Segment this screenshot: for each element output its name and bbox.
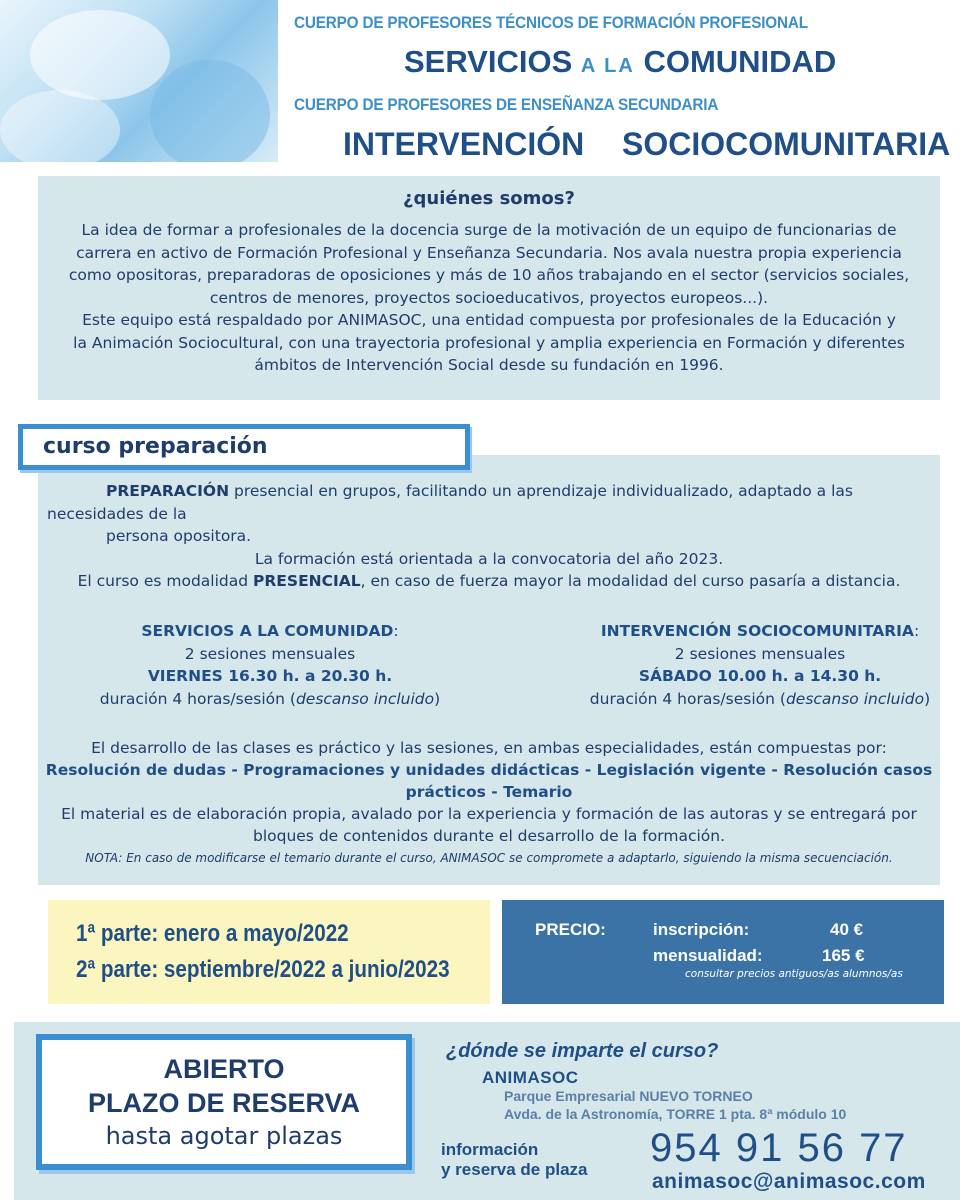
monthly-label: mensualidad: <box>653 946 763 965</box>
header-line-2: CUERPO DE PROFESORES DE ENSEÑANZA SECUNDARIA <box>294 95 719 114</box>
course-note: NOTA: En caso de modificarse el temario durante el curso, ANIMASOC se compromete a adaptarlo, siguiendo la misma secuenciación. <box>85 851 893 865</box>
left-time: VIERNES 16.30 h. a 20.30 h. <box>147 667 393 685</box>
about-text <box>38 219 940 377</box>
course-details <box>38 737 940 869</box>
about-line: centros de menores, proyectos socioeducativos, proyectos europeos...). <box>209 288 769 307</box>
part-2-dates: 2ª parte: septiembre/2022 a junio/2023 <box>76 956 450 983</box>
about-line: como opositoras, preparadoras de oposiciones y más de 10 años trabajando en el sector (servicios sociales, <box>68 266 910 284</box>
location-question: ¿dónde se imparte el curso? <box>446 1040 719 1062</box>
price-box <box>502 900 944 1004</box>
presencial-bold: PRESENCIAL <box>253 572 361 590</box>
schedule-right <box>560 620 960 710</box>
reservation-line-2: PLAZO DE RESERVA <box>87 1088 361 1118</box>
intro-text: presencial en grupos, facilitando un aprendizaje individualizado, adaptado a las <box>229 482 853 500</box>
header-line-1: CUERPO DE PROFESORES TÉCNICOS DE FORMACIÓN PROFESIONAL <box>294 13 808 32</box>
about-panel <box>38 176 940 400</box>
location-org: ANIMASOC <box>482 1068 579 1087</box>
header-title-1 <box>404 44 836 80</box>
header-photo <box>0 0 278 162</box>
left-colon: : <box>393 622 399 640</box>
intro-line-1 <box>38 480 940 503</box>
topics-line-1: Resolución de dudas - Programaciones y unidades didácticas - Legislación vigente - Resolución casos <box>45 761 933 779</box>
right-duration-italic: descanso incluido <box>785 689 925 708</box>
about-heading: ¿quiénes somos? <box>403 188 575 209</box>
left-duration <box>70 688 470 711</box>
left-title: SERVICIOS A LA COMUNIDAD <box>141 622 394 640</box>
course-intro <box>38 480 940 593</box>
about-line: ámbitos de Intervención Social desde su fundación en 1996. <box>254 356 724 374</box>
right-colon: : <box>913 622 920 640</box>
info-line-2: y reserva de plaza <box>441 1160 588 1179</box>
address-line-2: Avda. de la Astronomía, TORRE 1 pta. 8ª módulo 10 <box>504 1106 847 1122</box>
title2-a: INTERVENCIÓN <box>343 126 585 162</box>
dates-box <box>48 900 490 1004</box>
intro-line-3: persona opositora. <box>106 527 252 545</box>
reservation-line-3: hasta agotar plazas <box>105 1122 343 1150</box>
address-line-1: Parque Empresarial NUEVO TORNEO <box>504 1088 753 1104</box>
info-label <box>441 1140 587 1180</box>
right-duration-end: ) <box>924 689 931 708</box>
header-title-2 <box>343 126 950 163</box>
right-title: INTERVENCIÓN SOCIOCOMUNITARIA <box>600 622 914 640</box>
email-link[interactable]: animasoc@animasoc.com <box>652 1170 926 1193</box>
title1-c: COMUNIDAD <box>643 44 837 79</box>
intro-line-5 <box>38 570 940 593</box>
phone-number[interactable]: 954 91 56 77 <box>650 1126 908 1170</box>
about-line: la Animación Sociocultural, con una trayectoria profesional y amplia experiencia en Formación y diferentes <box>73 333 905 352</box>
topics-line-2: prácticos - Temario <box>405 783 573 801</box>
p3-a: El curso es modalidad <box>77 572 254 590</box>
right-duration <box>560 688 960 711</box>
part-1-dates: 1ª parte: enero a mayo/2022 <box>76 920 349 947</box>
material-line-1: El material es de elaboración propia, avalado por la experiencia y formación de las autoras y se entregará por <box>61 805 917 823</box>
left-duration-end: ) <box>434 689 441 708</box>
reservation-line-1: ABIERTO <box>163 1054 285 1084</box>
title1-b: A LA <box>580 55 635 77</box>
monthly-value: 165 € <box>822 946 865 965</box>
reservation-box <box>36 1034 412 1170</box>
about-line: La idea de formar a profesionales de la docencia surge de la motivación de un equipo de funcionarias de <box>81 221 897 239</box>
left-duration-text: duración 4 horas/sesión ( <box>99 689 296 708</box>
preparacion-bold: PREPARACIÓN <box>106 482 230 500</box>
course-tab <box>18 424 470 470</box>
title1-a: SERVICIOS <box>404 44 573 79</box>
inscription-label: inscripción: <box>653 920 750 939</box>
info-line-1: información <box>441 1140 539 1159</box>
left-sessions: 2 sesiones mensuales <box>184 644 356 663</box>
about-line: Este equipo está respaldado por ANIMASOC, una entidad compuesta por profesionales de la Educación y <box>82 311 896 329</box>
material-line-2: bloques de contenidos durante el desarrollo de la formación. <box>252 827 726 845</box>
dev-line: El desarrollo de las clases es práctico y las sesiones, en ambas especialidades, están compuestas por: <box>91 739 887 757</box>
price-note: consultar precios antiguos/as alumnos/as <box>685 968 903 980</box>
schedule-left <box>70 620 470 710</box>
right-sessions: 2 sesiones mensuales <box>674 644 846 663</box>
right-duration-text: duración 4 horas/sesión ( <box>589 689 786 708</box>
intro-line-2: necesidades de la <box>47 504 187 523</box>
p3-b: , en caso de fuerza mayor la modalidad del curso pasaría a distancia. <box>360 572 901 590</box>
intro-line-4: La formación está orientada a la convocatoria del año 2023. <box>254 549 724 568</box>
price-label: PRECIO: <box>535 920 606 939</box>
inscription-value: 40 € <box>830 920 864 939</box>
right-time: SÁBADO 10.00 h. a 14.30 h. <box>638 667 882 685</box>
course-tab-label: curso preparación <box>43 434 268 459</box>
title2-b: SOCIOCOMUNITARIA <box>622 126 951 162</box>
left-duration-italic: descanso incluido <box>295 689 435 708</box>
about-line: carrera en activo de Formación Profesional y Enseñanza Secundaria. Nos avala nuestra propia experiencia <box>76 243 902 262</box>
